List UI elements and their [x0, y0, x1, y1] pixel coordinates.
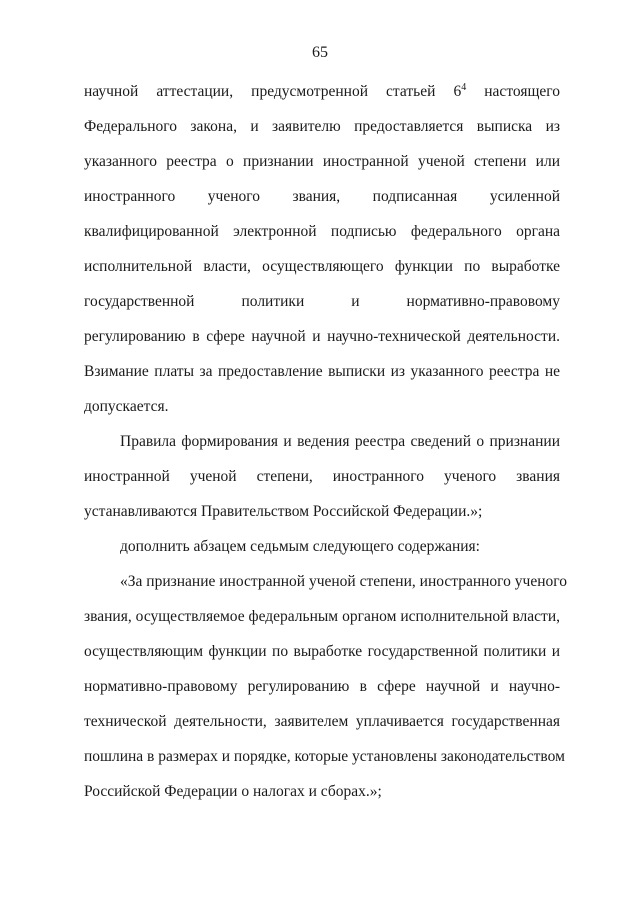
text-line: указанного реестра о признании иностранной ученой степени или: [84, 153, 560, 170]
text-line: квалифицированной электронной подписью федерального органа: [84, 223, 560, 240]
text-line: иностранного ученого звания, подписанная усиленной: [84, 188, 560, 205]
page-number: 65: [312, 44, 328, 61]
text-line: «За признание иностранной ученой степени, иностранного ученого: [120, 573, 567, 590]
text-line: регулированию в сфере научной и научно-технической деятельности.: [84, 328, 560, 345]
text-line: Российской Федерации о налогах и сборах.»;: [84, 783, 382, 800]
text-line: допускается.: [84, 398, 169, 415]
text-line: Взимание платы за предоставление выписки из указанного реестра не: [84, 363, 560, 380]
text-line: нормативно-правовому регулированию в сфере научной и научно-: [84, 678, 560, 695]
text-line: Федерального закона, и заявителю предоставляется выписка из: [84, 118, 560, 135]
text-line: пошлина в размерах и порядке, которые установлены законодательством: [84, 748, 565, 765]
text-line: иностранной ученой степени, иностранного ученого звания: [84, 468, 560, 485]
text-line: осуществляющим функции по выработке государственной политики и: [84, 643, 560, 660]
text-line: научной аттестации, предусмотренной статьей $6^4$ настоящего: [84, 81, 561, 100]
text-line: Правила формирования и ведения реестра сведений о признании: [120, 433, 560, 450]
text-line: дополнить абзацем седьмым следующего содержания:: [120, 538, 480, 555]
text-line: государственной политики и нормативно-правовому: [84, 293, 560, 310]
text-line: технической деятельности, заявителем уплачивается государственная: [84, 713, 560, 730]
text-line: звания, осуществляемое федеральным органом исполнительной власти,: [84, 608, 560, 625]
text-line: устанавливаются Правительством Российской Федерации.»;: [84, 503, 483, 520]
text-line: исполнительной власти, осуществляющего функции по выработке: [84, 258, 560, 275]
